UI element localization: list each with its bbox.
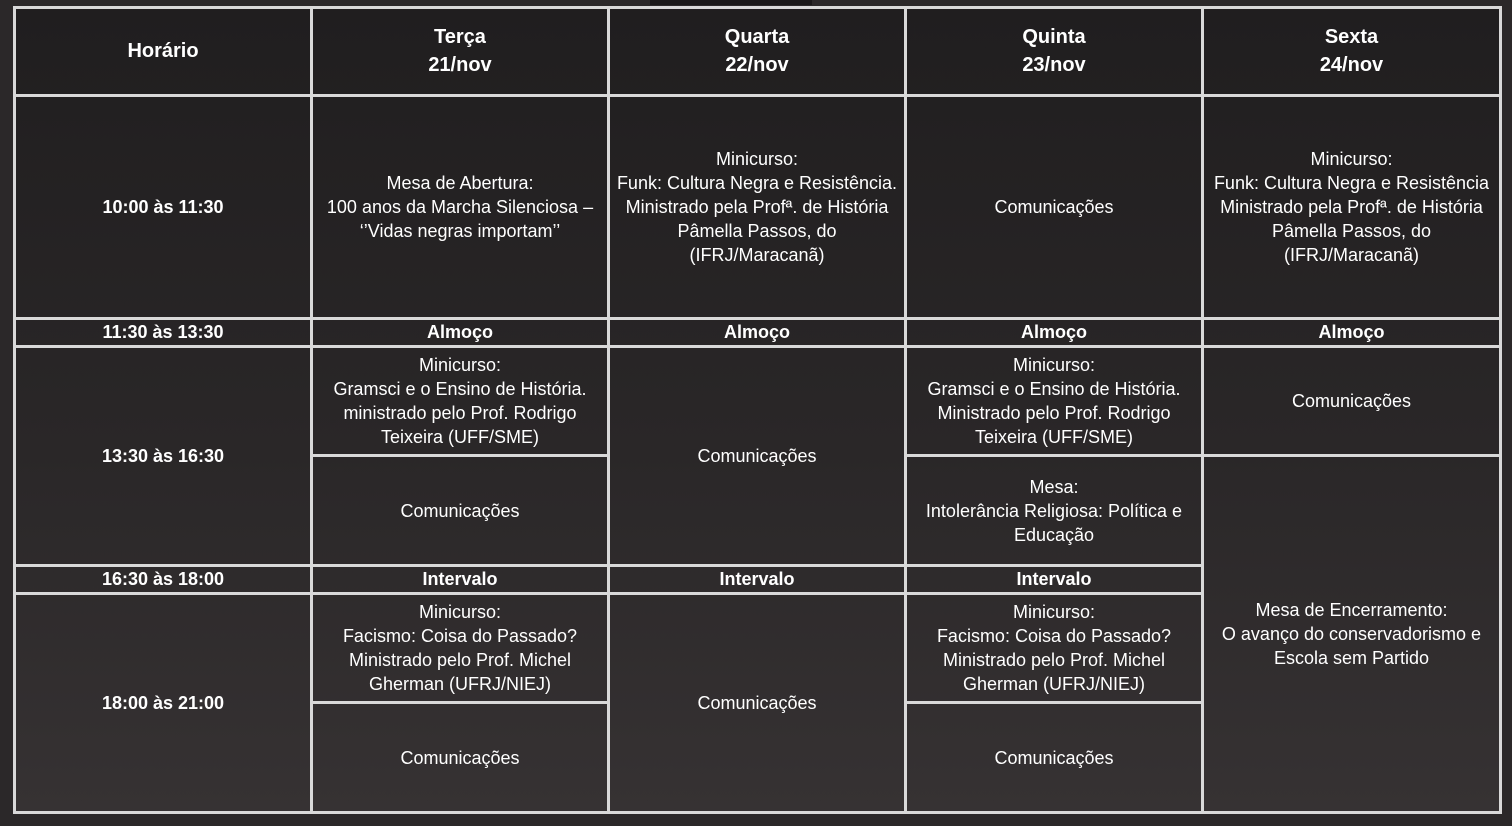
cell-line: Mesa de Abertura: (386, 172, 534, 193)
cell-thu-afternoon-mesa (906, 456, 1203, 566)
header-day-friday (1203, 8, 1501, 96)
cell-line: Ministrado pelo Prof. Michel (348, 650, 572, 671)
lunch-tue: Almoço (312, 319, 609, 347)
cell-line: Funk: Cultura Negra e Resistência. (616, 172, 898, 193)
cell-line: Ministrado pela Profª. de História (625, 196, 889, 217)
day-date: 21/nov (428, 54, 492, 77)
cell-line: Gramsci e o Ensino de História. (927, 379, 1181, 400)
time-afternoon: 13:30 às 16:30 (15, 346, 312, 565)
cell-line: Intolerância Religiosa: Política e (925, 500, 1183, 521)
cell-thu-evening-communications: Comunicações (906, 703, 1203, 813)
cell-line: Minicurso: (1012, 602, 1096, 623)
header-day-thursday (906, 8, 1203, 96)
cell-line: Ministrado pelo Prof. Michel (942, 650, 1166, 671)
time-interval: 16:30 às 18:00 (15, 565, 312, 593)
cell-line: Minicurso: (1012, 355, 1096, 376)
cell-wed-morning (609, 95, 906, 318)
cell-tue-morning (312, 95, 609, 318)
cell-line: Educação (1013, 524, 1095, 545)
cell-thu-afternoon-minicurso (906, 346, 1203, 456)
cell-line: Mesa de Encerramento: (1255, 600, 1448, 621)
cell-tue-afternoon-communications: Comunicações (312, 456, 609, 566)
cell-line: O avanço do conservadorismo e (1221, 624, 1482, 645)
top-tab-decoration (650, 0, 812, 5)
interval-wed: Intervalo (609, 565, 906, 593)
cell-wed-evening: Comunicações (609, 593, 906, 812)
cell-line: Minicurso: (418, 602, 502, 623)
lunch-fri: Almoço (1203, 319, 1501, 347)
cell-line: Gramsci e o Ensino de História. (333, 379, 587, 400)
cell-line: Escola sem Partido (1273, 648, 1430, 669)
day-name: Terça (434, 26, 486, 49)
cell-line: Mesa: (1029, 476, 1079, 497)
cell-line: Gherman (UFRJ/NIEJ) (962, 674, 1146, 695)
time-morning: 10:00 às 11:30 (15, 95, 312, 318)
cell-thu-evening-minicurso (906, 593, 1203, 703)
cell-tue-evening-communications: Comunicações (312, 703, 609, 813)
lunch-thu: Almoço (906, 319, 1203, 347)
cell-tue-afternoon-minicurso (312, 346, 609, 456)
interval-tue: Intervalo (312, 565, 609, 593)
cell-line: Teixeira (UFF/SME) (974, 427, 1133, 448)
cell-line: Minicurso: (715, 148, 799, 169)
morning-row (15, 95, 1501, 318)
cell-fri-morning (1203, 95, 1501, 318)
cell-line: Ministrado pela Profª. de História (1220, 196, 1483, 217)
header-row (15, 8, 1501, 96)
cell-line: Minicurso: (418, 355, 502, 376)
cell-line: 100 anos da Marcha Silenciosa – (326, 196, 594, 217)
cell-line: Funk: Cultura Negra e Resistência (1213, 172, 1490, 193)
cell-fri-afternoon: Comunicações (1203, 346, 1501, 456)
day-date: 23/nov (1022, 54, 1086, 77)
day-name: Quarta (724, 26, 790, 49)
lunch-row (15, 319, 1501, 347)
lunch-wed: Almoço (609, 319, 906, 347)
day-date: 22/nov (725, 54, 789, 77)
cell-line: Facismo: Coisa do Passado? (342, 626, 578, 647)
time-evening: 18:00 às 21:00 (15, 593, 312, 812)
cell-line: Teixeira (UFF/SME) (380, 427, 539, 448)
cell-line: Minicurso: (1310, 148, 1393, 169)
cell-line: Pâmella Passos, do (1271, 220, 1432, 241)
cell-line: (IFRJ/Maracanã) (1283, 244, 1420, 265)
header-day-tuesday (312, 8, 609, 96)
header-time: Horário (15, 8, 312, 96)
cell-tue-evening-minicurso (312, 593, 609, 703)
header-day-wednesday (609, 8, 906, 96)
time-lunch: 11:30 às 13:30 (15, 319, 312, 347)
cell-line: ministrado pelo Prof. Rodrigo (343, 403, 577, 424)
cell-line: Ministrado pelo Prof. Rodrigo (937, 403, 1171, 424)
day-name: Sexta (1324, 26, 1379, 49)
cell-line: Facismo: Coisa do Passado? (936, 626, 1172, 647)
cell-line: Gherman (UFRJ/NIEJ) (368, 674, 552, 695)
cell-line: (IFRJ/Maracanã) (689, 244, 825, 265)
interval-thu: Intervalo (906, 565, 1203, 593)
cell-line: Pâmella Passos, do (677, 220, 837, 241)
day-date: 24/nov (1319, 54, 1384, 77)
cell-line: ‘’Vidas negras importam’’ (359, 220, 561, 241)
cell-line: Comunicações (994, 196, 1114, 217)
day-name: Quinta (1022, 26, 1086, 49)
cell-fri-closing (1203, 456, 1501, 813)
schedule-table (13, 6, 1502, 814)
afternoon-row-1 (15, 346, 1501, 456)
cell-wed-afternoon: Comunicações (609, 346, 906, 565)
cell-thu-morning (906, 95, 1203, 318)
